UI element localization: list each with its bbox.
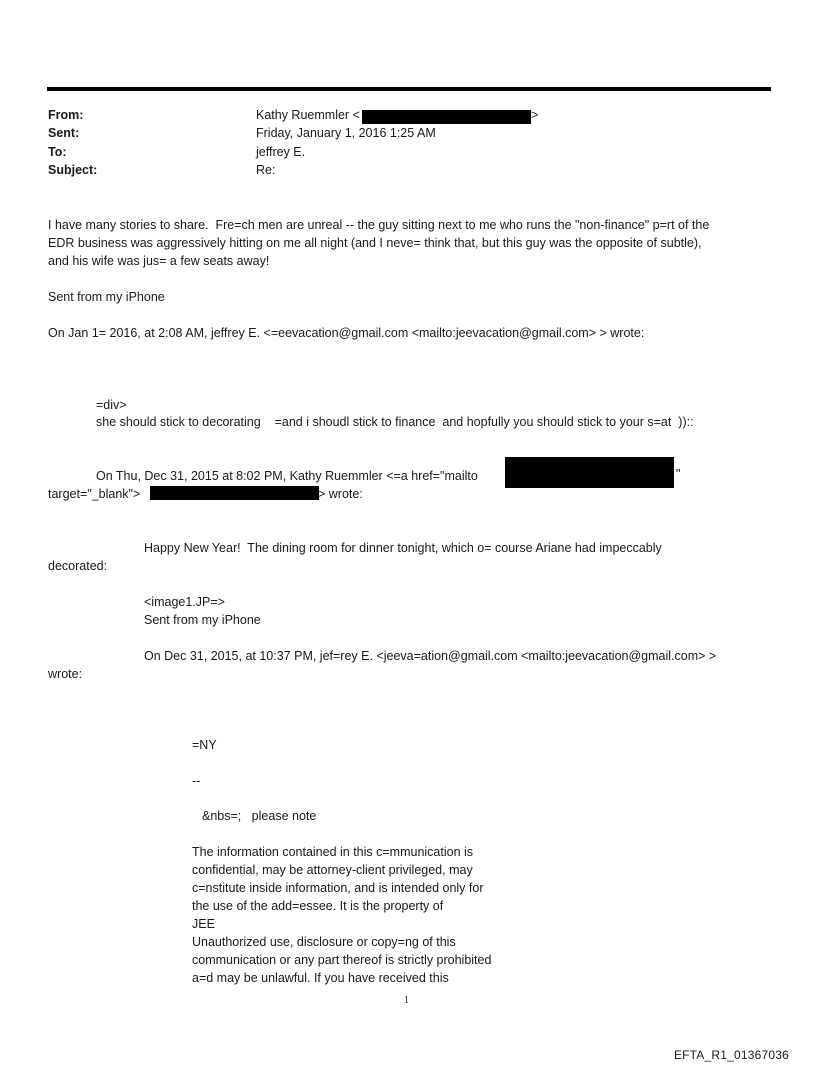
notice-line: confidential, may be attorney-client privileged, may — [192, 863, 473, 877]
body-line: and his wife was jus= a few seats away! — [48, 254, 270, 268]
notice-line: c=nstitute inside information, and is intended only for — [192, 881, 484, 895]
quote-header: On Thu, Dec 31, 2015 at 8:02 PM, Kathy Ruemmler <=a href="mailto — [96, 469, 478, 483]
signature-line: Sent from my iPhone — [144, 613, 261, 627]
body-line: she should stick to decorating =and i shoudl stick to finance and hopfully you should stick to your s=at )):: — [96, 415, 694, 429]
to-value: jeffrey E. — [256, 145, 306, 159]
body-line: I have many stories to share. Fre=ch men are unreal -- the guy sitting next to me who runs the "non-finance" p=rt of the — [48, 218, 710, 232]
redaction-box — [362, 110, 531, 124]
quote-header: On Jan 1= 2016, at 2:08 AM, jeffrey E. <=eevacation@gmail.com <mailto:jeevacation@gmail.com> > wrote: — [48, 326, 645, 340]
body-line: EDR business was aggressively hitting on me all night (and I neve= think that, but this guy was the opposite of subtle), — [48, 236, 702, 250]
from-value: Kathy Ruemmler < — [256, 108, 360, 122]
redaction-box — [150, 486, 319, 500]
from-label: From: — [48, 108, 84, 122]
body-line: &nbs=; please note — [202, 809, 317, 823]
notice-line: a=d may be unlawful. If you have received this — [192, 971, 449, 985]
from-tail: > — [531, 108, 539, 122]
header-rule — [47, 87, 771, 91]
page-number: 1 — [404, 995, 409, 1006]
body-line: -- — [192, 774, 201, 788]
body-line: =NY — [192, 738, 217, 752]
quote-header: On Dec 31, 2015, at 10:37 PM, jef=rey E. <jeeva=ation@gmail.com <mailto:jeevacation@gmail.com> > — [144, 649, 717, 663]
notice-line: communication or any part thereof is strictly prohibited — [192, 953, 492, 967]
notice-line: Unauthorized use, disclosure or copy=ng of this — [192, 935, 456, 949]
notice-line: JEE — [192, 917, 215, 931]
body-line: Happy New Year! The dining room for dinner tonight, which o= course Ariane had impeccably — [144, 541, 662, 555]
body-line: target="_blank"> — [48, 487, 141, 501]
redaction-box — [505, 457, 674, 488]
document-reference: EFTA_R1_01367036 — [673, 1048, 789, 1062]
body-line: > wrote: — [318, 487, 363, 501]
body-line: wrote: — [48, 667, 83, 681]
sent-label: Sent: — [48, 126, 80, 140]
subject-label: Subject: — [48, 163, 98, 177]
body-line: <image1.JP=> — [144, 595, 225, 609]
signature-line: Sent from my iPhone — [48, 290, 165, 304]
body-line: " — [676, 467, 681, 481]
subject-value: Re: — [256, 163, 276, 177]
notice-line: the use of the add=essee. It is the property of — [192, 899, 444, 913]
sent-value: Friday, January 1, 2016 1:25 AM — [256, 126, 436, 140]
body-line: =div> — [96, 398, 127, 412]
to-label: To: — [48, 145, 67, 159]
body-line: decorated: — [48, 559, 108, 573]
notice-line: The information contained in this c=mmunication is — [192, 845, 474, 859]
